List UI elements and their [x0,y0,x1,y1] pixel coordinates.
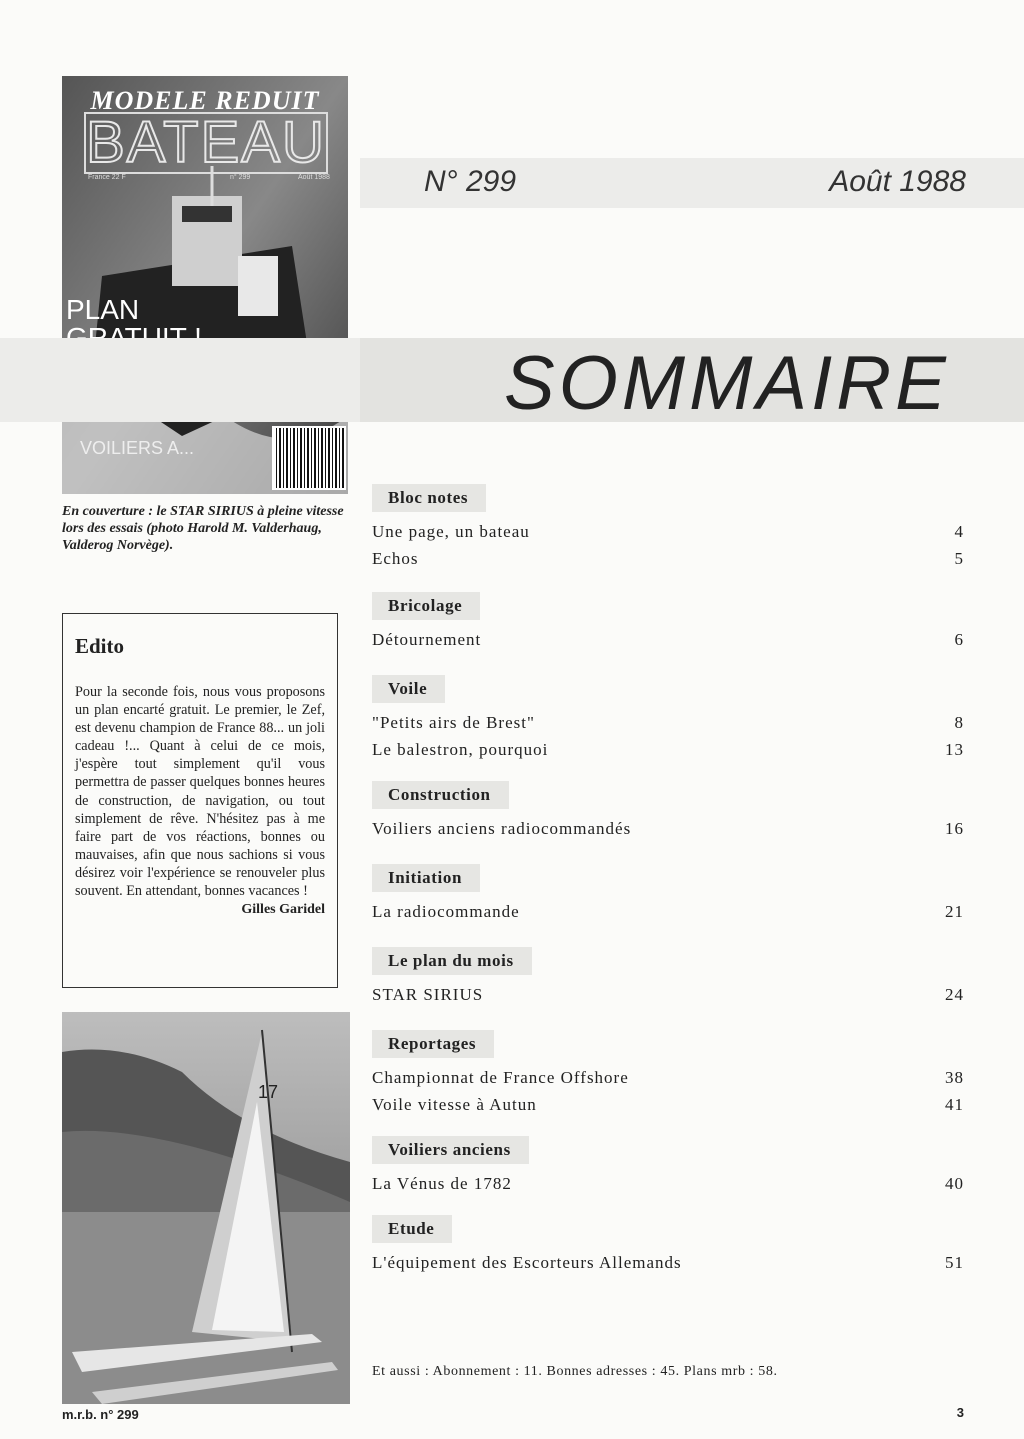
toc-section-heading: Etude [372,1215,452,1243]
toc-entry-page: 41 [945,1095,964,1114]
table-of-contents [372,484,964,1276]
cover-caption: En couverture : le STAR SIRIUS à pleine vitesse lors des essais (photo Harold M. Valderhaug, Valderog Norvège). [62,504,344,553]
toc-section-heading: Initiation [372,864,480,892]
issue-number: N° 299 [424,165,517,198]
toc-section-heading: Bloc notes [372,484,486,512]
toc-entry-title: STAR SIRIUS [372,985,484,1004]
catamaran-photo-drawing [62,1012,350,1404]
toc-entry-title: La Vénus de 1782 [372,1174,512,1193]
cover-price: France 22 F [88,174,126,181]
toc-entry-page: 16 [945,819,964,838]
toc-section [372,1136,964,1197]
toc-entry-page: 24 [945,985,964,1004]
toc-entry [372,626,964,653]
toc-entry-page: 13 [945,740,964,759]
issue-date: Août 1988 [829,165,966,198]
toc-entry [372,545,964,572]
toc-entry-title: Voiliers anciens radiocommandés [372,819,632,838]
toc-entry [372,1249,964,1276]
edito-title: Edito [75,634,125,658]
page-number: 3 [956,1405,964,1420]
toc-section-heading: Voile [372,675,445,703]
toc-section [372,675,964,763]
edito-signature: Gilles Garidel [241,902,325,918]
toc-entry [372,736,964,763]
toc-entry-page: 51 [945,1253,964,1272]
toc-section [372,781,964,842]
toc-section [372,1030,964,1118]
cover-magazine-name: MODELE REDUIT [90,86,320,115]
toc-entry [372,709,964,736]
cover-title: BATEAU [84,112,328,174]
toc-section [372,592,964,653]
toc-section [372,1215,964,1276]
toc-section-heading: Reportages [372,1030,494,1058]
toc-section-heading: Voiliers anciens [372,1136,529,1164]
toc-entry-page: 5 [954,549,964,568]
toc-entry-title: L'équipement des Escorteurs Allemands [372,1253,682,1272]
barcode [272,426,346,490]
toc-entry [372,1064,964,1091]
cover-date: Août 1988 [298,174,330,181]
toc-entry-page: 4 [954,522,964,541]
toc-entry-title: Voile vitesse à Autun [372,1095,537,1114]
toc-entry-title: La radiocommande [372,902,520,921]
toc-entry-title: Championnat de France Offshore [372,1068,629,1087]
cover-teaser-plan: PLAN [66,294,140,325]
toc-section-heading: Construction [372,781,509,809]
toc-entry [372,815,964,842]
also-line: Et aussi : Abonnement : 11. Bonnes adresses : 45. Plans mrb : 58. [372,1364,778,1379]
cover-number: n° 299 [230,174,251,181]
toc-entry-title: Détournement [372,630,482,649]
toc-section-heading: Bricolage [372,592,480,620]
footer-magazine: m.r.b. n° 299 [62,1407,139,1422]
page-title: SOMMAIRE [504,341,950,426]
toc-entry [372,898,964,925]
catamaran-photo [62,1012,350,1404]
toc-entry [372,518,964,545]
sail-number: 17 [258,1082,279,1102]
toc-section [372,947,964,1008]
edito-box [62,613,338,988]
cover-image [62,76,348,494]
toc-entry-page: 6 [954,630,964,649]
toc-section [372,864,964,925]
toc-entry-title: Echos [372,549,419,568]
toc-entry [372,1091,964,1118]
cover-teaser-voiliers: VOILIERS A... [80,438,195,458]
toc-entry-page: 40 [945,1174,964,1193]
toc-entry [372,981,964,1008]
toc-entry-page: 38 [945,1068,964,1087]
toc-entry-page: 21 [945,902,964,921]
toc-section-heading: Le plan du mois [372,947,532,975]
toc-section [372,484,964,572]
toc-entry-title: Une page, un bateau [372,522,530,541]
edito-body: Pour la seconde fois, nous vous proposons un plan encarté gratuit. Le premier, le Zef, est devenu champion de France 88... un joli cadeau !... Quant à celui de ce mois, j'espère tout simplement qu'il vous permettra de passer quelques bonnes heures de construction, de navigation, ou tout simplement de rêve. N'hésitez pas à me faire part de vos réactions, bonnes ou mauvaises, afin que nous sachions si vous désirez voir l'expérience se renouveler plus souvent. En attendant, bonnes vacances ! [75,684,325,900]
toc-entry [372,1170,964,1197]
toc-entry-title: "Petits airs de Brest" [372,713,535,732]
toc-entry-page: 8 [954,713,964,732]
toc-entry-title: Le balestron, pourquoi [372,740,549,759]
